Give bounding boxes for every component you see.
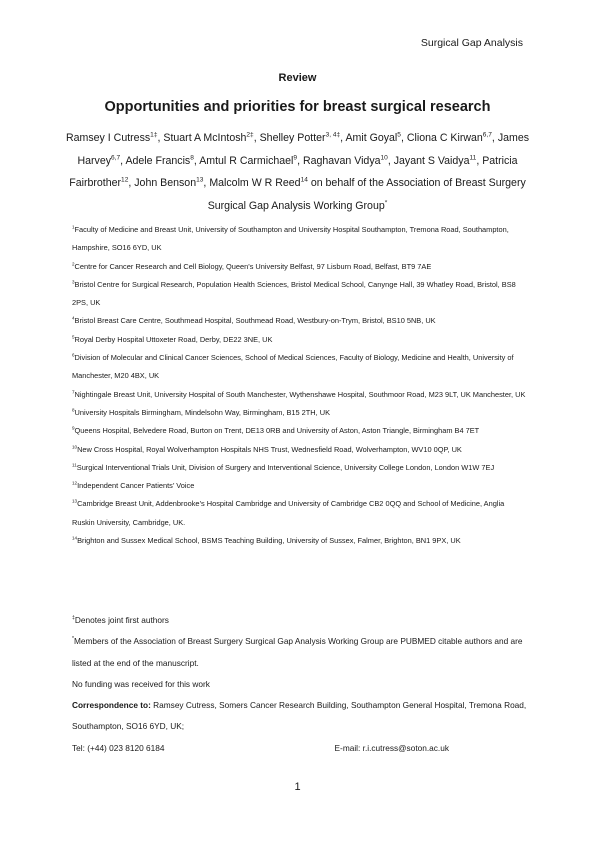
affiliation-text: Surgical Interventional Trials Unit, Division of Surgery and Interventional Science, University College London, London W1W 7EJ — [76, 462, 495, 472]
author-affiliation-sup: 3, 4‡ — [325, 131, 341, 139]
author-affiliation-sup: 14 — [300, 176, 308, 184]
affiliation-item — [72, 349, 527, 386]
author-name: Ramsey I Cutress — [65, 132, 151, 144]
affiliation-number: 7 — [72, 389, 75, 395]
affiliation-number: 2 — [72, 261, 75, 267]
affiliation-item — [72, 477, 527, 495]
affiliation-item — [72, 312, 527, 330]
affiliation-text: Bristol Breast Care Centre, Southmead Hospital, Southmead Road, Westbury-on-Trym, Bristol, BS10 5NB, UK — [74, 316, 436, 326]
affiliation-item — [72, 258, 527, 276]
author — [125, 155, 193, 167]
affiliation-number: 3 — [72, 279, 75, 285]
author-affiliation-sup: 6,7 — [482, 131, 492, 139]
funding-note: No funding was received for this work — [72, 678, 210, 689]
article-title: Opportunities and priorities for breast surgical research — [104, 99, 491, 115]
author — [303, 155, 388, 167]
author-name: Raghavan Vidya — [302, 154, 381, 167]
author — [260, 132, 341, 144]
members-note: *Members of the Association of Breast Surgery Surgical Gap Analysis Working Group are PUBMED citable authors and are listed at the end of the manuscript. — [72, 636, 523, 668]
author-affiliation-sup: 10 — [380, 154, 388, 162]
author-name: Shelley Potter — [259, 132, 326, 144]
contact-row — [72, 738, 527, 759]
front-notes — [72, 610, 527, 759]
joint-first-note: ‡Denotes joint first authors — [72, 615, 169, 625]
author-affiliation-sup: 6,7 — [111, 154, 121, 162]
author — [407, 132, 492, 144]
group-name: Surgical Gap Analysis Working Group — [207, 200, 385, 213]
author-name: Amit Goyal — [345, 132, 398, 144]
affiliation-item — [72, 331, 527, 349]
affiliation-number: 12 — [72, 480, 78, 486]
affiliation-list — [72, 221, 527, 550]
affiliation-number: 4 — [72, 316, 75, 322]
running-head: Surgical Gap Analysis — [420, 37, 523, 49]
author — [209, 177, 308, 189]
affiliation-item — [72, 404, 527, 422]
author — [163, 132, 253, 144]
article-type: Review — [278, 72, 317, 84]
author-list: Ramsey I Cutress$^{1\ddagger}$, Stuart A McIntosh$^{2\ddagger}$, Shelley Potter$^{3, 4\ddagger}$, Amit Goyal$^5$, Cliona C Kirwan$^{6,7}$, James Harvey$^{6,7}$, Adele Francis$^8$, Amtul R Carmichael$^9$, Raghavan Vidya$^{10}$, Jayant S Vaidya$^{11}$, Patricia Fairbrother$^{12}$, John Benson$^{13}$, Malcolm W R Reed$^{14}$ on behalf of the Association of Breast Surgery Surgical Gap Analysis Working Group* — [65, 131, 530, 213]
affiliation-text: University Hospitals Birmingham, Mindelsohn Way, Birmingham, B15 2TH, UK — [74, 407, 331, 417]
affiliation-item — [72, 422, 527, 440]
affiliation-text: Nightingale Breast Unit, University Hospital of South Manchester, Wythenshawe Hospital, Southmoor Road, M23 9LT, UK Manchester, UK — [74, 389, 526, 399]
affiliation-number: 13 — [72, 498, 78, 504]
author — [199, 155, 297, 167]
author-affiliation-sup: 2‡ — [246, 131, 254, 139]
author-name: Amtul R Carmichael — [199, 154, 294, 167]
affiliation-text: Centre for Cancer Research and Cell Biology, Queen’s University Belfast, 97 Lisburn Road, Belfast, BT9 7AE — [74, 261, 432, 271]
author-affiliation-sup: 12 — [121, 176, 129, 184]
affiliation-text: Bristol Centre for Surgical Research, Population Health Sciences, Bristol Medical School, Canynge Hall, 39 Whatley Road, Bristol, BS8 2PS, UK — [72, 279, 516, 308]
author-name: Jayant S Vaidya — [393, 154, 470, 167]
author-affiliation-sup: 1‡ — [150, 131, 158, 139]
affiliation-item — [72, 459, 527, 477]
author-name: Malcolm W R Reed — [209, 177, 301, 190]
affiliation-number: 14 — [72, 535, 78, 541]
affiliation-text: Faculty of Medicine and Breast Unit, University of Southampton and University Hospital Southampton, Tremona Road, Southampton, Hampshire, SO16 6YD, UK — [72, 225, 509, 253]
author-affiliation-sup: 13 — [196, 176, 204, 184]
author — [66, 132, 158, 144]
author-name: Adele Francis — [125, 154, 191, 167]
author-affiliation-sup: 11 — [469, 154, 477, 162]
affiliation-text: Royal Derby Hospital Uttoxeter Road, Derby, DE22 3NE, UK — [74, 334, 273, 344]
correspondence-label: Correspondence to: — [72, 700, 151, 711]
affiliation-text: New Cross Hospital, Royal Wolverhampton Hospitals NHS Trust, Wednesfield Road, Wolverhampton, WV10 0QP, UK — [77, 444, 462, 454]
affiliation-text: Independent Cancer Patients’ Voice — [77, 481, 195, 491]
group-sup: * — [384, 199, 388, 207]
author-name: Cliona C Kirwan — [406, 132, 483, 144]
author — [394, 155, 477, 167]
telephone: Tel: (+44) 023 8120 6184 — [72, 742, 165, 753]
correspondence: Correspondence to: Ramsey Cutress, Somers Cancer Research Building, Southampton General Hospital, Tremona Road, Southampton, SO16 6YD, UK; — [72, 700, 527, 732]
affiliation-number: 8 — [72, 407, 75, 413]
author-name: Patricia Fairbrother — [69, 154, 518, 190]
affiliation-item — [72, 532, 527, 550]
author-name: James Harvey — [77, 132, 530, 167]
author-affiliation-sup: 9 — [293, 154, 298, 162]
affiliation-item — [72, 386, 527, 404]
affiliation-text: Division of Molecular and Clinical Cancer Sciences, School of Medical Sciences, Faculty of Biology, Medicine and Health, University of Manchester, M20 4BX, UK — [72, 353, 514, 381]
author — [134, 177, 203, 189]
affiliation-number: 9 — [72, 425, 75, 431]
affiliation-number: 10 — [72, 444, 78, 450]
affiliation-item — [72, 221, 527, 258]
group-prefix: on behalf of the Association of Breast Surgery — [307, 177, 526, 190]
affiliation-number: 11 — [72, 462, 77, 468]
author-affiliation-sup: 8 — [190, 154, 194, 162]
author-name: John Benson — [134, 177, 197, 190]
affiliation-text: Brighton and Sussex Medical School, BSMS Teaching Building, University of Sussex, Falmer, Brighton, BN1 9PX, UK — [77, 536, 461, 546]
affiliation-number: 6 — [72, 352, 75, 358]
affiliation-number: 5 — [72, 334, 75, 340]
affiliation-item — [72, 495, 527, 532]
affiliation-text: Queens Hospital, Belvedere Road, Burton on Trent, DE13 0RB and University of Aston, Aston Triangle, Birmingham B4 7ET — [74, 426, 480, 436]
email-address: E-mail: r.i.cutress@soton.ac.uk — [334, 742, 449, 753]
author — [345, 132, 400, 144]
page-number: 1 — [294, 781, 301, 793]
affiliation-item — [72, 276, 527, 313]
affiliation-item — [72, 441, 527, 459]
affiliation-number: 1 — [72, 224, 75, 230]
author-name: Stuart A McIntosh — [163, 132, 247, 144]
author-affiliation-sup: 5 — [397, 131, 401, 139]
affiliation-text: Cambridge Breast Unit, Addenbrooke’s Hospital Cambridge and University of Cambridge CB2 0QQ and School of Medicine, Anglia Ruskin University, Cambridge, UK. — [72, 499, 505, 527]
